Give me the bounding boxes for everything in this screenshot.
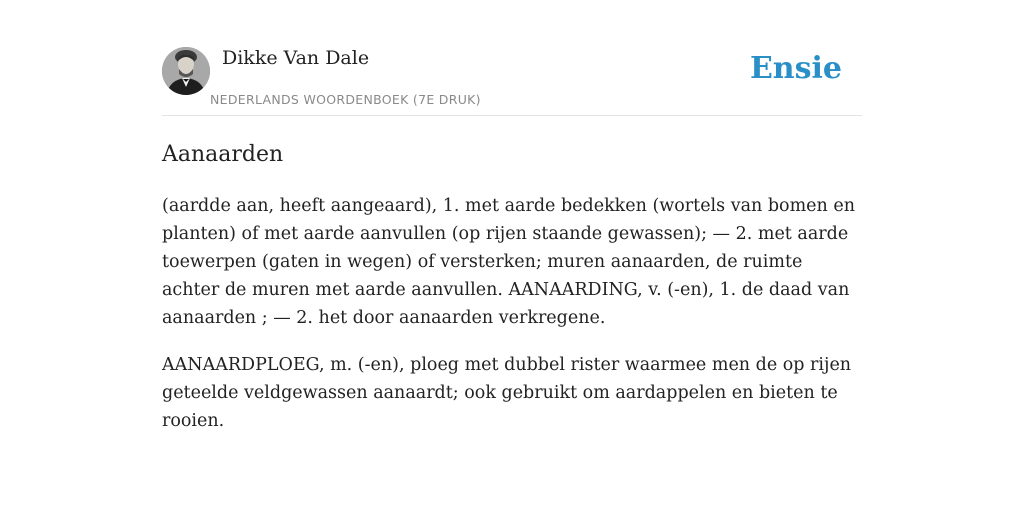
page-container: [162, 0, 862, 512]
page-header: [162, 0, 862, 116]
author-name[interactable]: Dikke Van Dale: [222, 47, 370, 69]
definition-paragraph: (aardde aan, heeft aangeaard), 1. met aarde bedekken (wortels van bomen en planten) of met aarde aanvullen (op rijen staande gewassen); — 2. met aarde toewerpen (gaten in wegen) of versterken; muren aanaarden, de ruimte achter de muren met aarde aanvullen. AANAARDING, v. (-en), 1. de daad van aanaarden ; — 2. het door aanaarden verkregene.: [162, 196, 856, 328]
source-label[interactable]: NEDERLANDS WOORDENBOEK (7E DRUK): [210, 92, 481, 107]
brand-logo[interactable]: Ensie: [749, 51, 842, 86]
entry-title: Aanaarden: [162, 142, 284, 167]
definition-paragraph: AANAARDPLOEG, m. (-en), ploeg met dubbel rister waarmee men de op rijen geteelde veldgewassen aanaardt; ook gebruikt om aardappelen en bieten te rooien.: [162, 355, 852, 431]
portrait-icon: [162, 47, 210, 95]
author-avatar[interactable]: [162, 47, 210, 95]
